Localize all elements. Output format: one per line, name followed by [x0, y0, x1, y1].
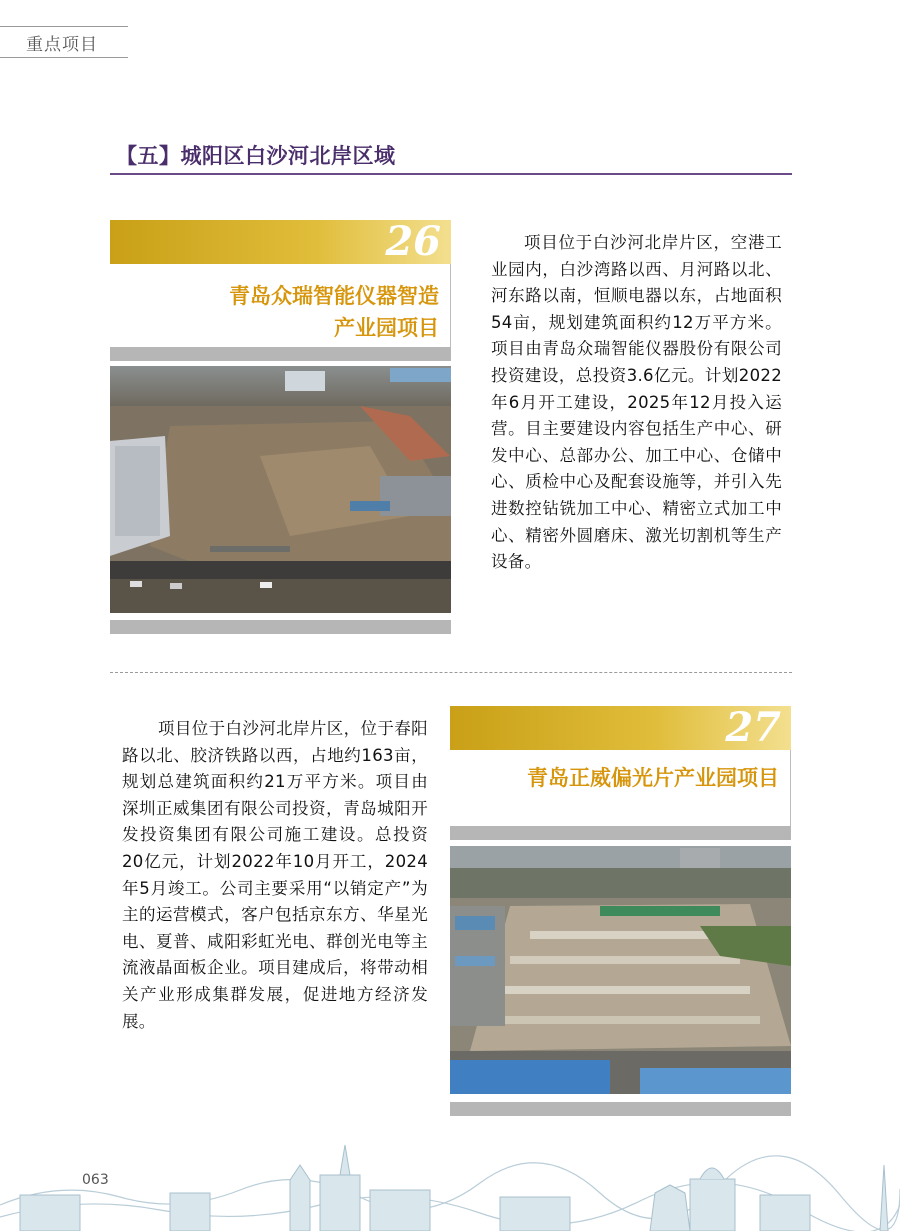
aerial-site-photo	[450, 846, 791, 1094]
project-number: 26	[385, 218, 441, 265]
project-card-27	[450, 706, 791, 1118]
project-title	[527, 762, 779, 794]
header-section-tag	[0, 26, 128, 58]
project-title	[229, 280, 439, 344]
project-title-line1: 青岛众瑞智能仪器智造	[229, 284, 439, 308]
aerial-construction-photo	[110, 366, 451, 613]
photo-bottom-band	[110, 620, 451, 634]
project-photo	[110, 366, 451, 613]
skyline-decoration	[0, 1135, 900, 1231]
page-number: 063	[82, 1172, 109, 1188]
project-title-line1: 青岛正威偏光片产业园项目	[527, 766, 779, 790]
photo-top-band	[450, 826, 791, 840]
project-27-description: 项目位于白沙河北岸片区，位于春阳路以北、胶济铁路以西，占地约163亩，规划总建筑面积约21万平方米。项目由深圳正威集团有限公司投资，青岛城阳开发投资集团有限公司施工建设。总投资20亿元，计划2022年10月开工，2024年5月竣工。公司主要采用“以销定产”为主的运营模式，客户包括京东方、华星光电、夏普、咸阳彩虹光电、群创光电等主流液晶面板企业。项目建成后，将带动相关产业形成集群发展，促进地方经济发展。	[122, 719, 428, 1031]
dotted-divider	[110, 672, 792, 673]
project-26-description: 项目位于白沙河北岸片区，空港工业园内，白沙湾路以西、月河路以北、河东路以南，恒顺电器以东，占地面积54亩，规划建筑面积约12万平方米。项目由青岛众瑞智能仪器股份有限公司投资建设，总投资3.6亿元。计划2022年6月开工建设，2025年12月投入运营。目主要建设内容包括生产中心、研发中心、总部办公、加工中心、仓储中心、质检中心及配套设施等，并引入先进数控钻铣加工中心、精密立式加工中心、精密外圆磨床、激光切割机等生产设备。	[491, 233, 782, 572]
project-card-26	[110, 220, 451, 636]
header-section-tag-label: 重点项目	[26, 35, 98, 55]
project-number-bar	[450, 706, 791, 750]
project-title-line2: 产业园项目	[334, 316, 439, 340]
photo-top-band	[110, 347, 451, 361]
section-title: 【五】城阳区白沙河北岸区域	[116, 144, 396, 168]
section-divider	[110, 173, 792, 175]
project-photo	[450, 846, 791, 1094]
photo-bottom-band	[450, 1102, 791, 1116]
card-edge	[450, 264, 451, 354]
project-number-bar	[110, 220, 451, 264]
project-number: 27	[725, 704, 781, 751]
